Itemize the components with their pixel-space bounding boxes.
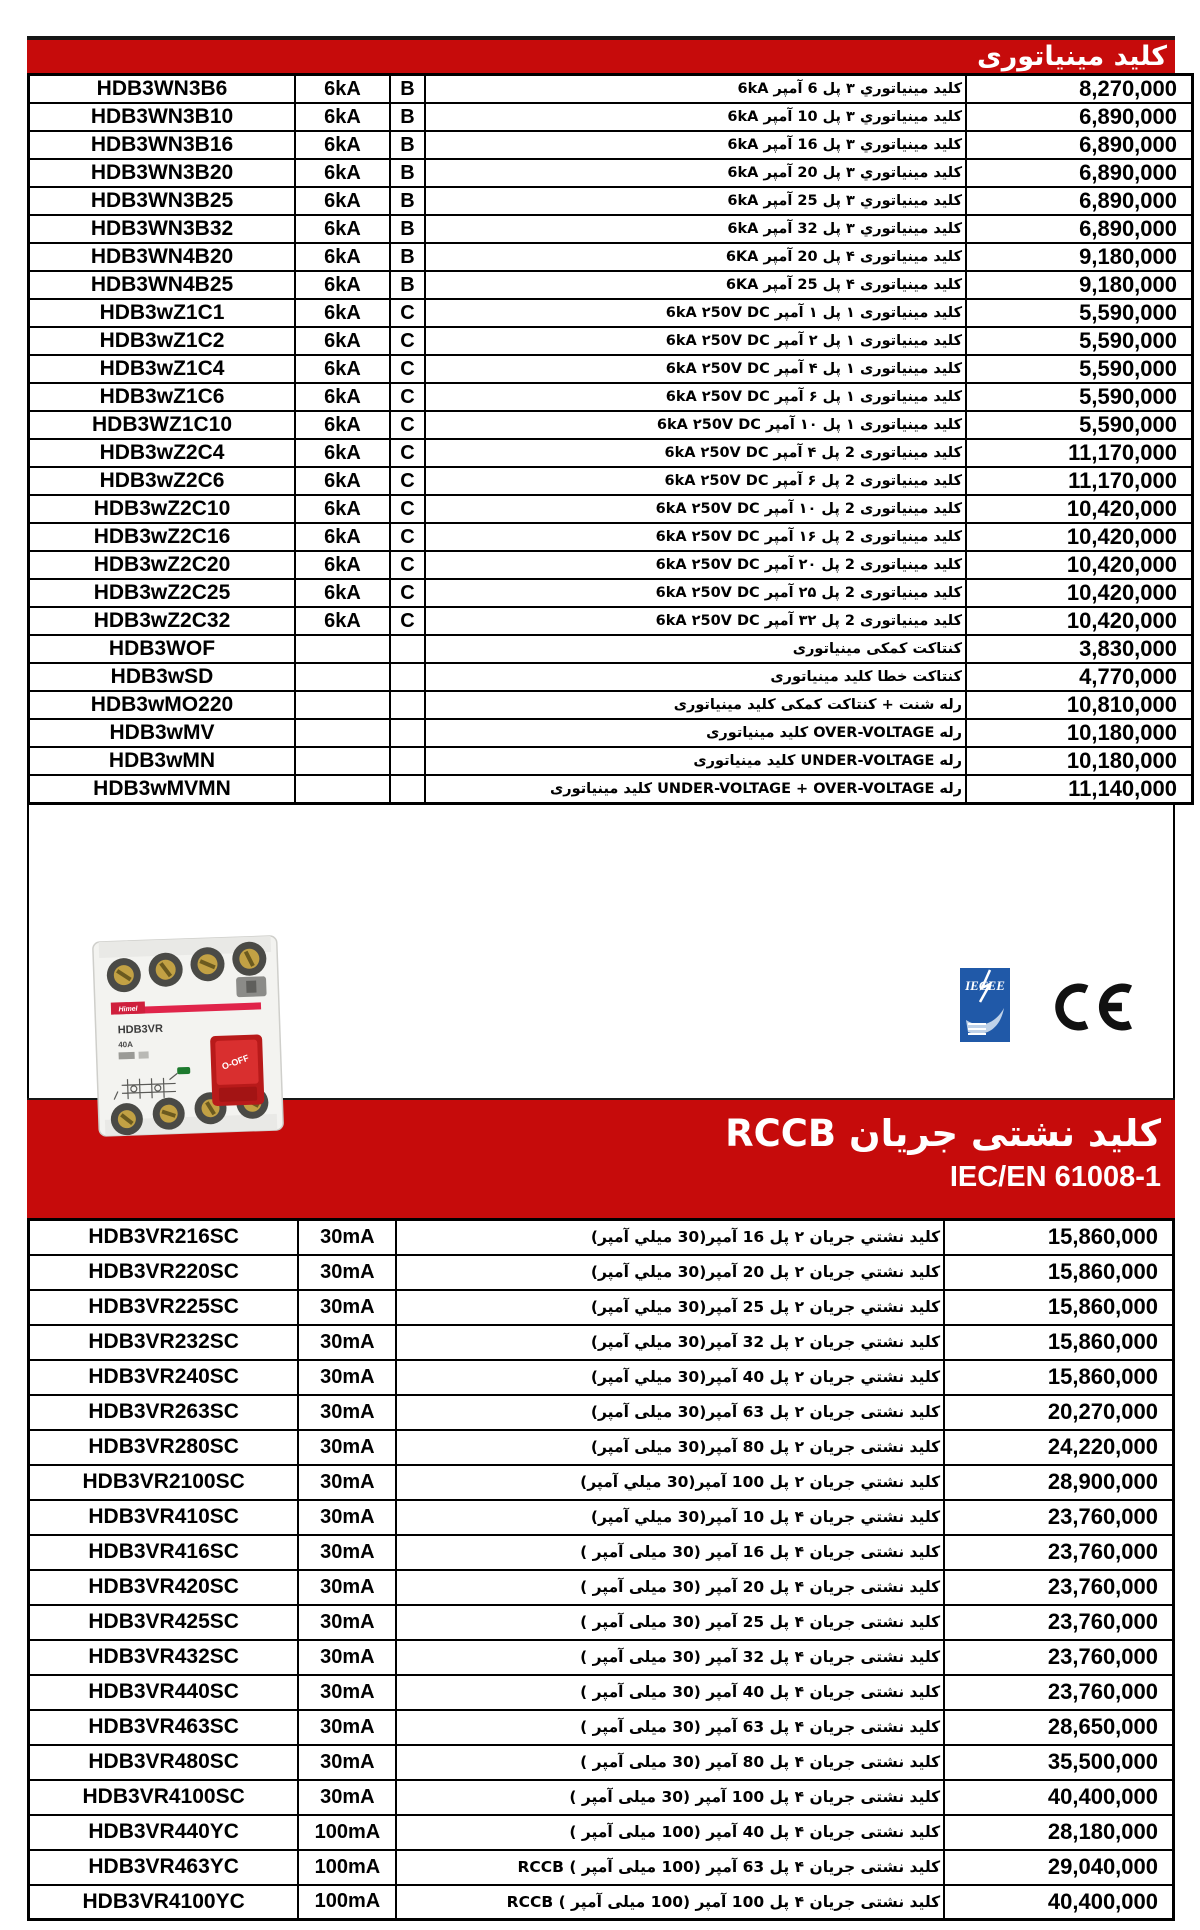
- breaking-capacity-cell: 6kA: [295, 215, 390, 243]
- curve-cell: B: [390, 75, 425, 104]
- price-cell: 11,140,000: [966, 775, 1193, 804]
- table-row: [29, 355, 1193, 383]
- table-row: [29, 1570, 1174, 1605]
- model-cell: HDB3wZ2C20: [29, 551, 296, 579]
- description-cell: رله OVER-VOLTAGE کلید مینیاتوری: [425, 719, 966, 747]
- brand-text: Himel: [118, 1005, 138, 1014]
- model-cell: HDB3wMV: [29, 719, 296, 747]
- model-cell: HDB3wZ2C6: [29, 467, 296, 495]
- price-cell: 5,590,000: [966, 383, 1193, 411]
- model-cell: HDB3VR4100SC: [29, 1780, 299, 1815]
- description-cell: کلید مینیاتوري ۳ پل 16 آمپر 6kA: [425, 131, 966, 159]
- switch: [210, 1034, 264, 1106]
- breaking-capacity-cell: [295, 747, 390, 775]
- model-cell: HDB3VR240SC: [29, 1360, 299, 1395]
- breaking-capacity-cell: 6kA: [295, 75, 390, 104]
- curve-cell: B: [390, 187, 425, 215]
- device-rating-text: 40A: [118, 1039, 134, 1050]
- breaking-capacity-cell: 6kA: [295, 327, 390, 355]
- breaking-capacity-cell: [295, 719, 390, 747]
- breaking-capacity-cell: 6kA: [295, 467, 390, 495]
- breaking-capacity-cell: 6kA: [295, 551, 390, 579]
- model-cell: HDB3WN3B10: [29, 103, 296, 131]
- curve-cell: C: [390, 467, 425, 495]
- model-cell: HDB3WZ1C10: [29, 411, 296, 439]
- price-cell: 15,860,000: [944, 1360, 1173, 1395]
- table-row: [29, 1640, 1174, 1675]
- sensitivity-cell: 100mA: [298, 1885, 396, 1920]
- description-cell: کلید نشتی جریان ۴ پل 25 آمپر (30 میلی آمپر ): [396, 1605, 944, 1640]
- curve-cell: [390, 775, 425, 804]
- price-cell: 10,420,000: [966, 551, 1193, 579]
- mcb-price-table: [27, 73, 1194, 805]
- price-cell: 5,590,000: [966, 411, 1193, 439]
- model-cell: HDB3VR432SC: [29, 1640, 299, 1675]
- rccb-standard: IEC/EN 61008-1: [949, 1161, 1161, 1193]
- description-cell: کلید مینیاتوری 2 پل ۳۲ آمپر 6kA ۲50V DC: [425, 607, 966, 635]
- curve-cell: C: [390, 551, 425, 579]
- description-cell: کلید نشتی جریان ۴ پل 40 آمپر (100 میلی آمپر ): [396, 1815, 944, 1850]
- model-cell: HDB3VR263SC: [29, 1395, 299, 1430]
- price-cell: 28,650,000: [944, 1710, 1173, 1745]
- price-cell: 15,860,000: [944, 1220, 1173, 1255]
- model-cell: HDB3WN4B25: [29, 271, 296, 299]
- rccb-price-table: [27, 1218, 1175, 1921]
- breaking-capacity-cell: [295, 635, 390, 663]
- description-cell: کلید نشتی جریان ۴ پل 63 آمپر (30 میلی آمپر ): [396, 1710, 944, 1745]
- breaking-capacity-cell: 6kA: [295, 355, 390, 383]
- price-cell: 15,860,000: [944, 1255, 1173, 1290]
- price-cell: 28,180,000: [944, 1815, 1173, 1850]
- curve-cell: B: [390, 159, 425, 187]
- curve-cell: [390, 691, 425, 719]
- rccb-section-title: کلید نشتی جریان RCCB: [725, 1112, 1161, 1155]
- price-cell: 8,270,000: [966, 75, 1193, 104]
- price-cell: 6,890,000: [966, 159, 1193, 187]
- table-row: [29, 1780, 1174, 1815]
- model-cell: HDB3wZ2C32: [29, 607, 296, 635]
- table-row: [29, 1745, 1174, 1780]
- model-cell: HDB3wZ2C4: [29, 439, 296, 467]
- table-row: [29, 271, 1193, 299]
- description-cell: کلید نشتی جریان ۴ پل 20 آمپر (30 میلی آمپر ): [396, 1570, 944, 1605]
- model-cell: HDB3WOF: [29, 635, 296, 663]
- breaking-capacity-cell: 6kA: [295, 383, 390, 411]
- model-cell: HDB3VR2100SC: [29, 1465, 299, 1500]
- table-row: [29, 523, 1193, 551]
- model-cell: HDB3wZ1C2: [29, 327, 296, 355]
- model-cell: HDB3VR4100YC: [29, 1885, 299, 1920]
- breaking-capacity-cell: 6kA: [295, 103, 390, 131]
- model-cell: HDB3WN3B16: [29, 131, 296, 159]
- price-cell: 6,890,000: [966, 215, 1193, 243]
- model-cell: HDB3VR440SC: [29, 1675, 299, 1710]
- description-cell: کلید نشتی جریان ۴ پل 80 آمپر (30 میلی آمپر ): [396, 1745, 944, 1780]
- model-cell: HDB3VR463YC: [29, 1850, 299, 1885]
- breaking-capacity-cell: 6kA: [295, 495, 390, 523]
- description-cell: کلید مینیاتوری ۴ پل 20 آمپر 6KA: [425, 243, 966, 271]
- description-cell: کلید مینیاتوری 2 پل ۲۰ آمپر 6kA ۲50V DC: [425, 551, 966, 579]
- description-cell: کلید نشتي جریان ۴ پل 10 آمپر(30 میلي آمپر): [396, 1500, 944, 1535]
- curve-cell: C: [390, 299, 425, 327]
- description-cell: کلید نشتي جریان ۲ پل 16 آمپر(30 میلي آمپر): [396, 1220, 944, 1255]
- description-cell: کلید نشتی جریان ۲ پل 80 آمپر(30 میلی آمپر): [396, 1430, 944, 1465]
- mcb-section-title: کلید مینیاتوری: [976, 41, 1167, 72]
- breaking-capacity-cell: 6kA: [295, 579, 390, 607]
- sensitivity-cell: 30mA: [298, 1465, 396, 1500]
- breaking-capacity-cell: [295, 775, 390, 804]
- sensitivity-cell: 30mA: [298, 1605, 396, 1640]
- price-cell: 24,220,000: [944, 1430, 1173, 1465]
- price-cell: 6,890,000: [966, 103, 1193, 131]
- description-cell: کلید نشتی جریان ۴ پل 40 آمپر (30 میلی آمپر ): [396, 1675, 944, 1710]
- mcb-section-header: [27, 36, 1175, 73]
- breaking-capacity-cell: 6kA: [295, 411, 390, 439]
- description-cell: کلید نشتي جریان ۲ پل 32 آمپر(30 میلي آمپر): [396, 1325, 944, 1360]
- curve-cell: C: [390, 355, 425, 383]
- breaking-capacity-cell: [295, 691, 390, 719]
- sensitivity-cell: 30mA: [298, 1325, 396, 1360]
- price-cell: 15,860,000: [944, 1290, 1173, 1325]
- model-cell: HDB3VR410SC: [29, 1500, 299, 1535]
- table-row: [29, 1325, 1174, 1360]
- curve-cell: B: [390, 271, 425, 299]
- description-cell: کلید مینیاتوري ۳ پل 20 آمپر 6kA: [425, 159, 966, 187]
- curve-cell: [390, 719, 425, 747]
- table-row: [29, 439, 1193, 467]
- price-cell: 35,500,000: [944, 1745, 1173, 1780]
- breaking-capacity-cell: 6kA: [295, 131, 390, 159]
- description-cell: کلید نشتی جریان ۴ پل 16 آمپر (30 میلی آمپر ): [396, 1535, 944, 1570]
- model-cell: HDB3VR420SC: [29, 1570, 299, 1605]
- price-cell: 5,590,000: [966, 299, 1193, 327]
- curve-cell: C: [390, 579, 425, 607]
- table-row: [29, 719, 1193, 747]
- table-row: [29, 243, 1193, 271]
- model-cell: HDB3wZ2C10: [29, 495, 296, 523]
- price-cell: 10,180,000: [966, 719, 1193, 747]
- description-cell: کلید مینیاتوری 2 پل ۴ آمپر 6kA ۲50V DC: [425, 439, 966, 467]
- iecee-text: IECEE: [965, 978, 1005, 993]
- table-row: [29, 1430, 1174, 1465]
- price-cell: 40,400,000: [944, 1885, 1173, 1920]
- description-cell: کلید نشتی جریان ۴ پل 100 آمپر (100 میلی آمپر ) RCCB: [396, 1885, 944, 1920]
- curve-cell: C: [390, 439, 425, 467]
- table-row: [29, 1535, 1174, 1570]
- table-row: [29, 1290, 1174, 1325]
- model-cell: HDB3VR425SC: [29, 1605, 299, 1640]
- table-row: [29, 1885, 1174, 1920]
- product-photo: [72, 921, 303, 1151]
- breaking-capacity-cell: 6kA: [295, 187, 390, 215]
- price-cell: 29,040,000: [944, 1850, 1173, 1885]
- model-cell: HDB3wZ2C25: [29, 579, 296, 607]
- description-cell: کنتاکت کمکی مینیاتوری: [425, 635, 966, 663]
- table-row: [29, 1605, 1174, 1640]
- model-cell: HDB3WN4B20: [29, 243, 296, 271]
- device-model-text: HDB3VR: [117, 1022, 164, 1037]
- description-cell: کلید مینیاتوری ۱ پل ۱ آمپر 6kA ۲50V DC: [425, 299, 966, 327]
- price-cell: 10,420,000: [966, 523, 1193, 551]
- description-cell: کلید نشتی جریان ۴ پل 63 آمپر (100 میلی آمپر ) RCCB: [396, 1850, 944, 1885]
- curve-cell: C: [390, 383, 425, 411]
- model-cell: HDB3wMN: [29, 747, 296, 775]
- price-cell: 10,810,000: [966, 691, 1193, 719]
- breaking-capacity-cell: [295, 663, 390, 691]
- table-row: [29, 215, 1193, 243]
- table-row: [29, 663, 1193, 691]
- table-row: [29, 1815, 1174, 1850]
- ce-mark: [1048, 981, 1132, 1033]
- breaking-capacity-cell: 6kA: [295, 523, 390, 551]
- table-row: [29, 1465, 1174, 1500]
- breaking-capacity-cell: 6kA: [295, 159, 390, 187]
- model-cell: HDB3VR225SC: [29, 1290, 299, 1325]
- switch-text: O-OFF: [220, 1052, 251, 1072]
- sensitivity-cell: 30mA: [298, 1710, 396, 1745]
- table-row: [29, 579, 1193, 607]
- price-cell: 11,170,000: [966, 439, 1193, 467]
- description-cell: کلید مینیاتوری ۱ پل ۱۰ آمپر 6kA ۲50V DC: [425, 411, 966, 439]
- price-cell: 10,180,000: [966, 747, 1193, 775]
- table-row: [29, 1255, 1174, 1290]
- price-cell: 10,420,000: [966, 579, 1193, 607]
- table-row: [29, 747, 1193, 775]
- description-cell: رله UNDER-VOLTAGE کلید مینیاتوری: [425, 747, 966, 775]
- sensitivity-cell: 30mA: [298, 1640, 396, 1675]
- table-row: [29, 187, 1193, 215]
- model-cell: HDB3VR220SC: [29, 1255, 299, 1290]
- price-cell: 9,180,000: [966, 243, 1193, 271]
- curve-cell: B: [390, 243, 425, 271]
- table-row: [29, 131, 1193, 159]
- sensitivity-cell: 30mA: [298, 1570, 396, 1605]
- sensitivity-cell: 30mA: [298, 1780, 396, 1815]
- sheet: [27, 36, 1175, 1921]
- sensitivity-cell: 30mA: [298, 1675, 396, 1710]
- model-cell: HDB3VR232SC: [29, 1325, 299, 1360]
- sensitivity-cell: 30mA: [298, 1360, 396, 1395]
- description-cell: کلید نشتی جریان ۴ پل 32 آمپر (30 میلی آمپر ): [396, 1640, 944, 1675]
- model-cell: HDB3VR280SC: [29, 1430, 299, 1465]
- model-cell: HDB3wZ1C4: [29, 355, 296, 383]
- breaking-capacity-cell: 6kA: [295, 299, 390, 327]
- table-row: [29, 635, 1193, 663]
- table-row: [29, 159, 1193, 187]
- sensitivity-cell: 30mA: [298, 1255, 396, 1290]
- sensitivity-cell: 30mA: [298, 1745, 396, 1780]
- description-cell: کلید مینیاتوري ۳ پل 6 آمپر 6kA: [425, 75, 966, 104]
- price-cell: 5,590,000: [966, 327, 1193, 355]
- description-cell: کلید مینیاتوري ۳ پل 10 آمپر 6kA: [425, 103, 966, 131]
- model-cell: HDB3wMO220: [29, 691, 296, 719]
- description-cell: کلید نشتي جریان ۲ پل 100 آمپر(30 میلي آمپر): [396, 1465, 944, 1500]
- description-cell: کلید مینیاتوری 2 پل ۲۵ آمپر 6kA ۲50V DC: [425, 579, 966, 607]
- curve-cell: C: [390, 607, 425, 635]
- breaking-capacity-cell: 6kA: [295, 439, 390, 467]
- table-row: [29, 1360, 1174, 1395]
- description-cell: کلید مینیاتوري ۳ پل 25 آمپر 6kA: [425, 187, 966, 215]
- table-row: [29, 1500, 1174, 1535]
- description-cell: کلید مینیاتوری ۴ پل 25 آمپر 6KA: [425, 271, 966, 299]
- table-row: [29, 103, 1193, 131]
- price-cell: 23,760,000: [944, 1675, 1173, 1710]
- breaking-capacity-cell: 6kA: [295, 271, 390, 299]
- sensitivity-cell: 100mA: [298, 1850, 396, 1885]
- price-cell: 28,900,000: [944, 1465, 1173, 1500]
- model-cell: HDB3WN3B20: [29, 159, 296, 187]
- table-row: [29, 1395, 1174, 1430]
- table-row: [29, 467, 1193, 495]
- description-cell: کلید نشتی جریان ۲ پل 63 آمپر(30 میلی آمپر): [396, 1395, 944, 1430]
- curve-cell: C: [390, 327, 425, 355]
- price-cell: 23,760,000: [944, 1500, 1173, 1535]
- description-cell: کلید مینیاتوری 2 پل ۶ آمپر 6kA ۲50V DC: [425, 467, 966, 495]
- model-cell: HDB3WN3B25: [29, 187, 296, 215]
- table-row: [29, 495, 1193, 523]
- model-cell: HDB3VR416SC: [29, 1535, 299, 1570]
- description-cell: کلید نشتی جریان ۴ پل 100 آمپر (30 میلی آمپر ): [396, 1780, 944, 1815]
- description-cell: کلید نشتي جریان ۲ پل 25 آمپر(30 میلي آمپر): [396, 1290, 944, 1325]
- model-cell: HDB3wZ2C16: [29, 523, 296, 551]
- price-cell: 23,760,000: [944, 1570, 1173, 1605]
- table-row: [29, 1220, 1174, 1255]
- description-cell: کنتاکت خطا کلید مینیاتوری: [425, 663, 966, 691]
- description-cell: رله شنت + کنتاکت کمکی کلید مینیاتوری: [425, 691, 966, 719]
- description-cell: کلید مینیاتوری ۱ پل ۶ آمپر 6kA ۲50V DC: [425, 383, 966, 411]
- price-cell: 10,420,000: [966, 607, 1193, 635]
- price-cell: 20,270,000: [944, 1395, 1173, 1430]
- sensitivity-cell: 30mA: [298, 1535, 396, 1570]
- curve-cell: [390, 635, 425, 663]
- table-row: [29, 383, 1193, 411]
- breaking-capacity-cell: 6kA: [295, 243, 390, 271]
- curve-cell: C: [390, 495, 425, 523]
- curve-cell: B: [390, 215, 425, 243]
- sensitivity-cell: 100mA: [298, 1815, 396, 1850]
- model-cell: HDB3VR440YC: [29, 1815, 299, 1850]
- curve-cell: B: [390, 103, 425, 131]
- price-cell: 23,760,000: [944, 1535, 1173, 1570]
- price-cell: 15,860,000: [944, 1325, 1173, 1360]
- description-cell: کلید مینیاتوری ۱ پل ۲ آمپر 6kA ۲50V DC: [425, 327, 966, 355]
- price-cell: 4,770,000: [966, 663, 1193, 691]
- price-cell: 10,420,000: [966, 495, 1193, 523]
- model-cell: HDB3WN3B6: [29, 75, 296, 104]
- table-row: [29, 607, 1193, 635]
- price-cell: 23,760,000: [944, 1640, 1173, 1675]
- table-row: [29, 1675, 1174, 1710]
- table-row: [29, 327, 1193, 355]
- sensitivity-cell: 30mA: [298, 1220, 396, 1255]
- model-cell: HDB3VR463SC: [29, 1710, 299, 1745]
- sensitivity-cell: 30mA: [298, 1430, 396, 1465]
- description-cell: کلید مینیاتوري ۳ پل 32 آمپر 6kA: [425, 215, 966, 243]
- curve-cell: C: [390, 523, 425, 551]
- iecee-logo: [960, 968, 1010, 1042]
- description-cell: کلید مینیاتوری ۱ پل ۴ آمپر 6kA ۲50V DC: [425, 355, 966, 383]
- price-cell: 23,760,000: [944, 1605, 1173, 1640]
- price-cell: 5,590,000: [966, 355, 1193, 383]
- table-row: [29, 75, 1193, 104]
- description-cell: کلید نشتي جریان ۲ پل 40 آمپر(30 میلي آمپر): [396, 1360, 944, 1395]
- price-cell: 6,890,000: [966, 187, 1193, 215]
- curve-cell: B: [390, 131, 425, 159]
- sensitivity-cell: 30mA: [298, 1500, 396, 1535]
- price-cell: 9,180,000: [966, 271, 1193, 299]
- price-cell: 6,890,000: [966, 131, 1193, 159]
- table-row: [29, 1710, 1174, 1745]
- breaking-capacity-cell: 6kA: [295, 607, 390, 635]
- description-cell: رله UNDER-VOLTAGE + OVER-VOLTAGE کلید مینیاتوری: [425, 775, 966, 804]
- curve-cell: [390, 663, 425, 691]
- model-cell: HDB3VR480SC: [29, 1745, 299, 1780]
- model-cell: HDB3VR216SC: [29, 1220, 299, 1255]
- curve-cell: [390, 747, 425, 775]
- table-row: [29, 299, 1193, 327]
- price-cell: 40,400,000: [944, 1780, 1173, 1815]
- model-cell: HDB3wZ1C6: [29, 383, 296, 411]
- sensitivity-cell: 30mA: [298, 1395, 396, 1430]
- price-cell: 11,170,000: [966, 467, 1193, 495]
- curve-cell: C: [390, 411, 425, 439]
- table-row: [29, 1850, 1174, 1885]
- price-cell: 3,830,000: [966, 635, 1193, 663]
- ce-label: [29, 805, 30, 806]
- table-row: [29, 551, 1193, 579]
- table-row: [29, 411, 1193, 439]
- description-cell: کلید نشتي جریان ۲ پل 20 آمپر(30 میلي آمپر): [396, 1255, 944, 1290]
- table-row: [29, 691, 1193, 719]
- model-cell: HDB3wMVMN: [29, 775, 296, 804]
- model-cell: HDB3wZ1C1: [29, 299, 296, 327]
- table-row: [29, 775, 1193, 804]
- description-cell: کلید مینیاتوری 2 پل ۱۰ آمپر 6kA ۲50V DC: [425, 495, 966, 523]
- sensitivity-cell: 30mA: [298, 1290, 396, 1325]
- model-cell: HDB3wSD: [29, 663, 296, 691]
- description-cell: کلید مینیاتوری 2 پل ۱۶ آمپر 6kA ۲50V DC: [425, 523, 966, 551]
- model-cell: HDB3WN3B32: [29, 215, 296, 243]
